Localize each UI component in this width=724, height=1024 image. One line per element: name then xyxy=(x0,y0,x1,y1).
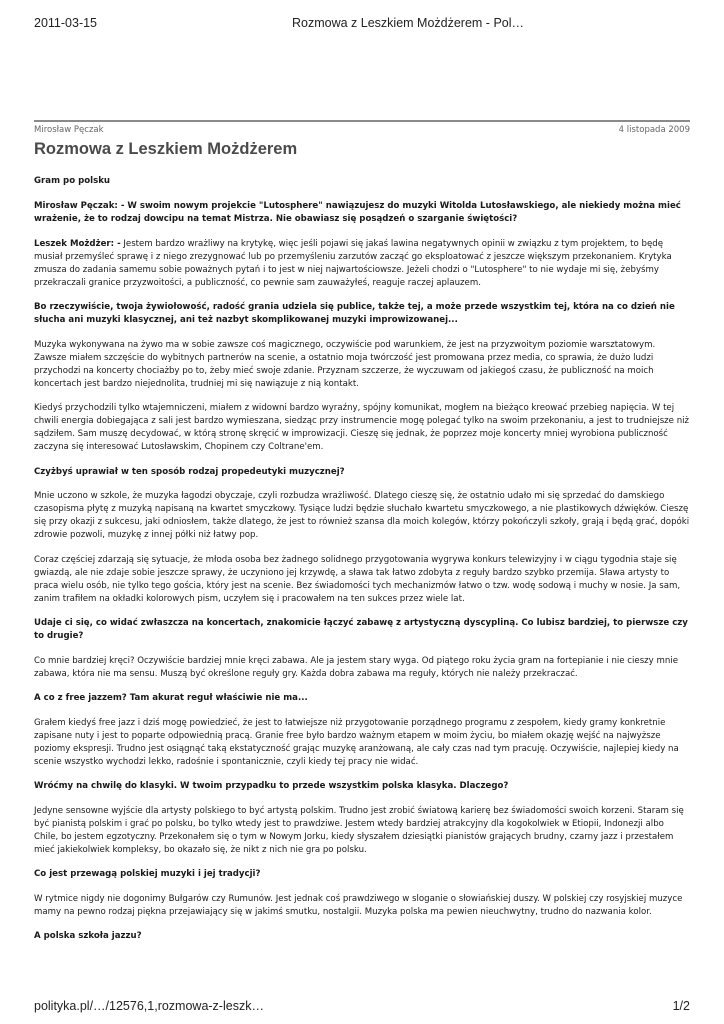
print-page-title: Rozmowa z Leszkiem Możdżerem - Pol… xyxy=(292,16,525,30)
answer-paragraph: W rytmice nigdy nie dogonimy Bułgarów czy Rumunów. Jest jednak coś prawdziwego w sloganie o słowiańskiej duszy. W polskiej czy rosyjskiej muzyce mamy na pewno rodzaj piękna przejawiający się w jakimś smutku, nostalgii. Muzyka polska ma pewien nieuchwytny, trudno do nazwania kolor. xyxy=(34,893,683,917)
article-title: Rozmowa z Leszkiem Możdżerem xyxy=(34,140,298,158)
print-date: 2011-03-15 xyxy=(34,16,98,30)
answer-paragraph: Mnie uczono w szkole, że muzyka łagodzi obyczaje, czyli rozbudza wrażliwość. Dlatego cieszę się, że ostatnio udało mi się sprzedać do damskiego czasopisma płytę z muzyką napisaną na kwartet smyczkowy. Tysiące ludzi będzie słuchało kwartetu smyczkowego, a nie plastikowych dźwięków. Cieszę się przy okazji z sukcesu, jaki odniosłem, także dlatego, że jest to również szansa dla moich kolegów, którzy pokończyli szkoły, grają i będą grać, dopóki zdrowie pozwoli, muzykę z innej półki niż łatwy pop. xyxy=(34,491,690,540)
question-text: W swoim nowym projekcie "Lutosphere" nawiązujesz do muzyki Witolda Lutosławskiego, ale niekiedy można mieć wrażenie, że to rodzaj dowcipu na temat Mistrza. Nie obawiasz się posądzeń o szarganie świętości? xyxy=(34,201,681,224)
answer-text: Jestem bardzo wrażliwy na krytykę, więc jeśli pojawi się jakaś lawina negatywnych opinii w związku z tym projektem, to będę musiał przemyśleć sprawę i z niego zrezygnować lub po przemyśleniu zarzutów zacząć go eksploatować z jeszcze większym przekonaniem. Krytyka zmusza do zadania samemu sobie poważnych pytań i to jest w niej najwartościowsze. Jeżeli chodzi o "Lutosphere" to nie wydaje mi się, żebyśmy przekraczali granice przyzwoitości, a publiczność, co pewnie sam zauważyłeś, reaguje raczej aplauzem. xyxy=(34,238,672,288)
article-body xyxy=(34,200,690,943)
print-footer xyxy=(34,999,690,1015)
print-page-number: 1/2 xyxy=(672,999,690,1013)
answer-paragraph: Kiedyś przychodzili tylko wtajemniczeni, miałem z widowni bardzo wyraźny, spójny komunikat, mogłem na bieżąco kreować przebieg napięcia. W tej chwili energia dobiegająca z sali jest bardzo wymieszana, siedząc przy instrumencie mogę polegać tylko na swoim przekonaniu, a jest to trudniejsze niż sądziłem. Sam muszę decydować, w którą stronę skręcić w improwizacji. Cieszę się jednak, że poprzez moje koncerty mniej wyrobiona publiczność zaczyna się interesować Lutosławskim, Chopinem czy Coltrane'em. xyxy=(34,403,690,452)
interviewer-name: Mirosław Pęczak: - xyxy=(34,201,125,211)
article-lead: Gram po polsku xyxy=(34,176,111,186)
article xyxy=(34,120,690,955)
answer-paragraph: Muzyka wykonywana na żywo ma w sobie zawsze coś magicznego, oczywiście pod warunkiem, że jest na przyzwoitym poziomie warsztatowym. Zawsze miałem szczęście do wybitnych partnerów na scenie, a ostatnio moja twórczość jest promowana przez media, co sprawia, że dużo ludzi przychodzi na koncerty chociażby po to, żeby mieć swoje zdanie. Przyznam szczerze, że wyczuwam od jakiegoś czasu, że publiczność na moich koncertach jest bardzo niejednolita, trudniej mi się nawiązuje z nią kontakt. xyxy=(34,339,656,389)
answer-paragraph: Co mnie bardziej kręci? Oczywiście bardziej mnie kręci zabawa. Ale ja jestem stary wyga. Od piątego roku życia gram na fortepianie i nie cieszy mnie zabawa, która nie ma sensu. Muszą być określone reguły gry. Każda dobra zabawa ma reguły, których nie należy przekraczać. xyxy=(34,655,678,679)
question-paragraph: A polska szkoła jazzu? xyxy=(34,931,142,941)
question-paragraph: Co jest przewagą polskiej muzyki i jej tradycji? xyxy=(34,869,261,879)
answer-paragraph xyxy=(34,238,690,290)
question-paragraph: Czyżbyś uprawiał w ten sposób rodzaj propedeutyki muzycznej? xyxy=(34,466,345,477)
answer-paragraph: Coraz częściej zdarzają się sytuacje, że młoda osoba bez żadnego solidnego przygotowania wygrywa konkurs telewizyjny i w ciągu tygodnia staje się gwiazdą, ale nie zdaje sobie jeszcze sprawy, że uczyniono jej krzywdę, a sława tak łatwo zdobyta z reguły bardzo szybko przemija. Sława artysty to praca wielu osób, nie tylko tego gościa, który jest na scenie. Bez świadomości tych mechanizmów łatwo o tzw. wodę sodową i muchy w nosie. Ja sam, zanim trafiłem na okładki kolorowych pism, uczyłem się i pracowałem na ten sukces przez wiele lat. xyxy=(34,554,681,604)
article-top-rule xyxy=(34,120,690,122)
question-paragraph: Bo rzeczywiście, twoja żywiołowość, radość grania udziela się publice, także tej, a może przede wszystkim tej, która na co dzień nie słucha ani muzyki klasycznej, ani też nazbyt skomplikowanej muzyki improwizowanej... xyxy=(34,302,675,325)
print-header xyxy=(34,16,690,32)
question-paragraph: Wróćmy na chwilę do klasyki. W twoim przypadku to przede wszystkim polska klasyka. Dlaczego? xyxy=(34,781,509,791)
article-author[interactable]: Mirosław Pęczak xyxy=(34,125,104,135)
answer-paragraph: Jedyne sensowne wyjście dla artysty polskiego to być artystą polskim. Trudno jest zrobić światową karierę bez świadomości swoich korzeni. Staram się być pianistą polskim i grać po polsku, bo tylko wtedy jest to prawdziwe. Jestem wtedy bardziej atrakcyjny dla kogokolwiek w Etiopii, Indonezji albo Chile, bo jestem egzotyczny. Przekonałem się o tym w Nowym Jorku, kiedy słyszałem dziesiątki pianistów grających brudny, czarny jazz i przestałem mieć jakiekolwiek kompleksy, bo okazało się, że nikt z nich nie gra po polsku. xyxy=(34,805,684,855)
interviewee-name: Leszek Możdżer: - xyxy=(34,238,121,249)
print-url: polityka.pl/…/12576,1,rozmowa-z-leszk… xyxy=(34,999,264,1013)
question-paragraph: A co z free jazzem? Tam akurat reguł właściwie nie ma... xyxy=(34,693,308,703)
question-paragraph xyxy=(34,200,690,226)
answer-paragraph: Grałem kiedyś free jazz i dziś mogę powiedzieć, że jest to łatwiejsze niż przygotowanie porządnego programu z zespołem, kiedy gramy konkretnie zapisane nuty i jest to poparte odpowiednią pracą. Granie free było bardzo ważnym etapem w moim życiu, bo miałem okazję wejść na najwyższe poziomy ekspresji. Trudno jest osiągnąć taką ekstatyczność grając muzykę aranżowaną, ale cały czas nad tym pracuję. Oczywiście, najlepiej kiedy na scenie wszystko wychodzi lekko, radośnie i spontanicznie, czyli kiedy tej pracy nie widać. xyxy=(34,717,679,767)
article-date: 4 listopada 2009 xyxy=(618,125,690,135)
article-meta xyxy=(34,125,690,138)
question-paragraph: Udaje ci się, co widać zwłaszcza na koncertach, znakomicie łączyć zabawę z artystyczną dyscypliną. Co lubisz bardziej, to pierwsze czy to drugie? xyxy=(34,618,688,641)
